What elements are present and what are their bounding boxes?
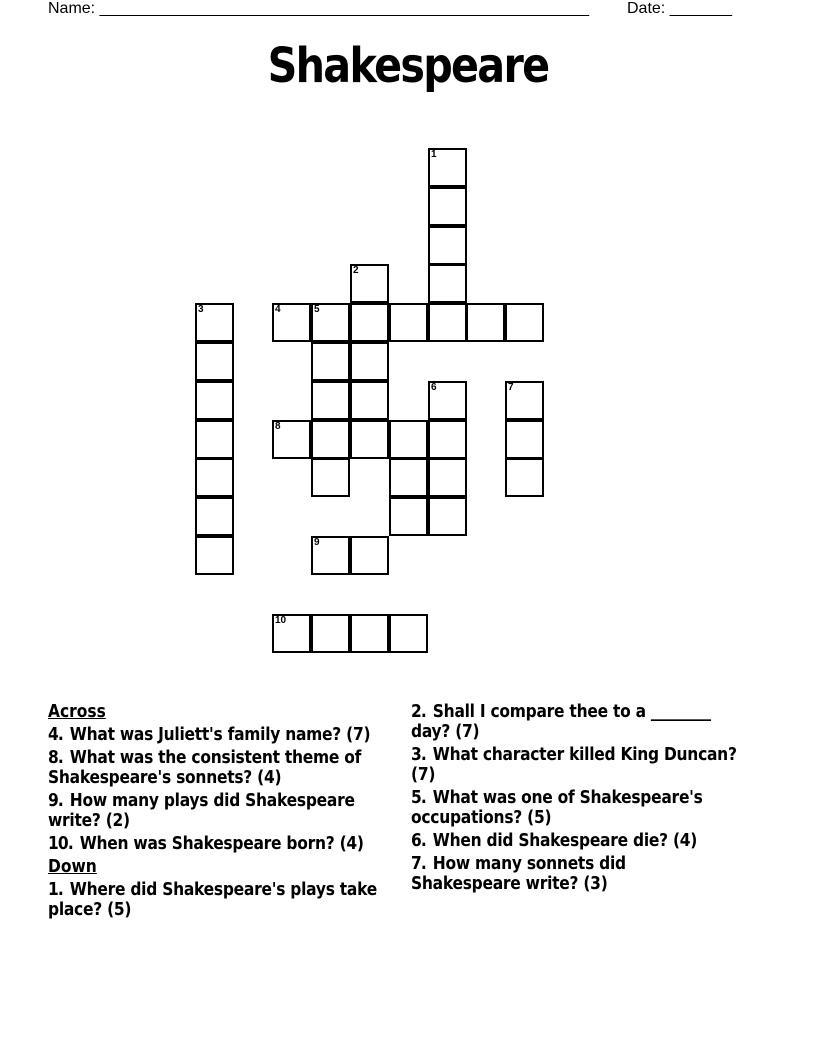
crossword-cell[interactable]: [428, 148, 467, 187]
clue-number-label: 7: [508, 382, 514, 393]
crossword-cell[interactable]: [195, 420, 234, 459]
clue-text: What character killed King Duncan? (7): [411, 744, 737, 785]
crossword-cell[interactable]: [195, 381, 234, 420]
crossword-cell[interactable]: [466, 303, 505, 342]
date-field-label: Date: _______: [627, 0, 732, 17]
crossword-cell[interactable]: [505, 458, 544, 497]
clue-number: 4.: [48, 724, 63, 745]
clue-number-label: 1: [431, 149, 437, 160]
clue-number: 10.: [48, 833, 73, 854]
clue-number-label: 5: [314, 304, 320, 315]
crossword-cell[interactable]: [389, 458, 428, 497]
crossword-cell[interactable]: [428, 381, 467, 420]
crossword-cell[interactable]: [505, 381, 544, 420]
crossword-cell[interactable]: [350, 420, 389, 459]
crossword-cell[interactable]: [428, 226, 467, 265]
across-clue-8: [48, 748, 383, 788]
crossword-cell[interactable]: [311, 536, 350, 575]
clue-number-label: 9: [314, 537, 320, 548]
clue-number: 9.: [48, 790, 63, 811]
down-clue-6: [411, 831, 740, 851]
crossword-cell[interactable]: [428, 264, 467, 303]
clue-number: 3.: [411, 744, 426, 765]
crossword-cell[interactable]: [428, 420, 467, 459]
page-title: Shakespeare: [267, 38, 549, 94]
crossword-cell[interactable]: [350, 381, 389, 420]
crossword-cell[interactable]: [195, 536, 234, 575]
clue-text: When was Shakespeare born? (4): [79, 833, 364, 854]
clue-text: What was the consistent theme of Shakespeare's sonnets? (4): [48, 747, 362, 788]
crossword-cell[interactable]: [350, 303, 389, 342]
clue-text: How many plays did Shakespeare write? (2): [48, 790, 355, 831]
crossword-cell[interactable]: [350, 342, 389, 381]
crossword-cell[interactable]: [311, 420, 350, 459]
clue-text: Where did Shakespeare's plays take place? (5): [48, 879, 377, 920]
clue-text: Shall I compare thee to a ________ day? (7): [411, 701, 711, 742]
crossword-cell[interactable]: [350, 264, 389, 303]
across-clue-4: [48, 725, 383, 745]
clue-number-label: 4: [275, 304, 281, 315]
clue-text: When did Shakespeare die? (4): [432, 830, 698, 851]
down-clue-7: [411, 854, 740, 894]
across-clue-9: [48, 791, 383, 831]
crossword-cell[interactable]: [389, 420, 428, 459]
clue-text: What was Juliett's family name? (7): [69, 724, 371, 745]
down-clue-3: [411, 745, 740, 785]
crossword-cell[interactable]: [272, 303, 311, 342]
crossword-cell[interactable]: [311, 458, 350, 497]
down-clue-5: [411, 788, 740, 828]
crossword-cell[interactable]: [389, 614, 428, 653]
crossword-cell[interactable]: [428, 303, 467, 342]
clue-text: What was one of Shakespeare's occupations? (5): [411, 787, 703, 828]
name-field-label: Name: _______________________________________________________: [48, 0, 589, 17]
clue-number-label: 10: [275, 615, 287, 626]
crossword-cell[interactable]: [350, 536, 389, 575]
clue-number: 5.: [411, 787, 426, 808]
clues-left-column: [48, 702, 383, 923]
crossword-cell[interactable]: [428, 458, 467, 497]
clue-number: 8.: [48, 747, 63, 768]
clue-number: 1.: [48, 879, 63, 900]
crossword-cell[interactable]: [428, 187, 467, 226]
crossword-cell[interactable]: [311, 303, 350, 342]
across-heading: Across: [48, 701, 106, 722]
clue-number-label: 8: [275, 421, 281, 432]
clue-number-label: 3: [198, 304, 204, 315]
crossword-cell[interactable]: [272, 614, 311, 653]
across-clue-10: [48, 834, 383, 854]
crossword-cell[interactable]: [195, 497, 234, 536]
clue-number-label: 2: [353, 265, 359, 276]
clue-text: How many sonnets did Shakespeare write? (3): [411, 853, 626, 894]
crossword-cell[interactable]: [428, 497, 467, 536]
down-heading: Down: [48, 856, 97, 877]
crossword-cell[interactable]: [389, 497, 428, 536]
clues-right-column: [411, 702, 740, 897]
crossword-cell[interactable]: [195, 303, 234, 342]
crossword-cell[interactable]: [350, 614, 389, 653]
crossword-cell[interactable]: [311, 342, 350, 381]
crossword-cell[interactable]: [389, 303, 428, 342]
clue-number: 6.: [411, 830, 426, 851]
clue-number: 2.: [411, 701, 426, 722]
clue-number-label: 6: [431, 382, 437, 393]
crossword-cell[interactable]: [195, 458, 234, 497]
down-clue-1: [48, 880, 383, 920]
crossword-cell[interactable]: [195, 342, 234, 381]
clue-number: 7.: [411, 853, 426, 874]
crossword-cell[interactable]: [505, 420, 544, 459]
crossword-cell[interactable]: [311, 381, 350, 420]
crossword-cell[interactable]: [272, 420, 311, 459]
crossword-cell[interactable]: [311, 614, 350, 653]
down-clue-2: [411, 702, 740, 742]
crossword-cell[interactable]: [505, 303, 544, 342]
